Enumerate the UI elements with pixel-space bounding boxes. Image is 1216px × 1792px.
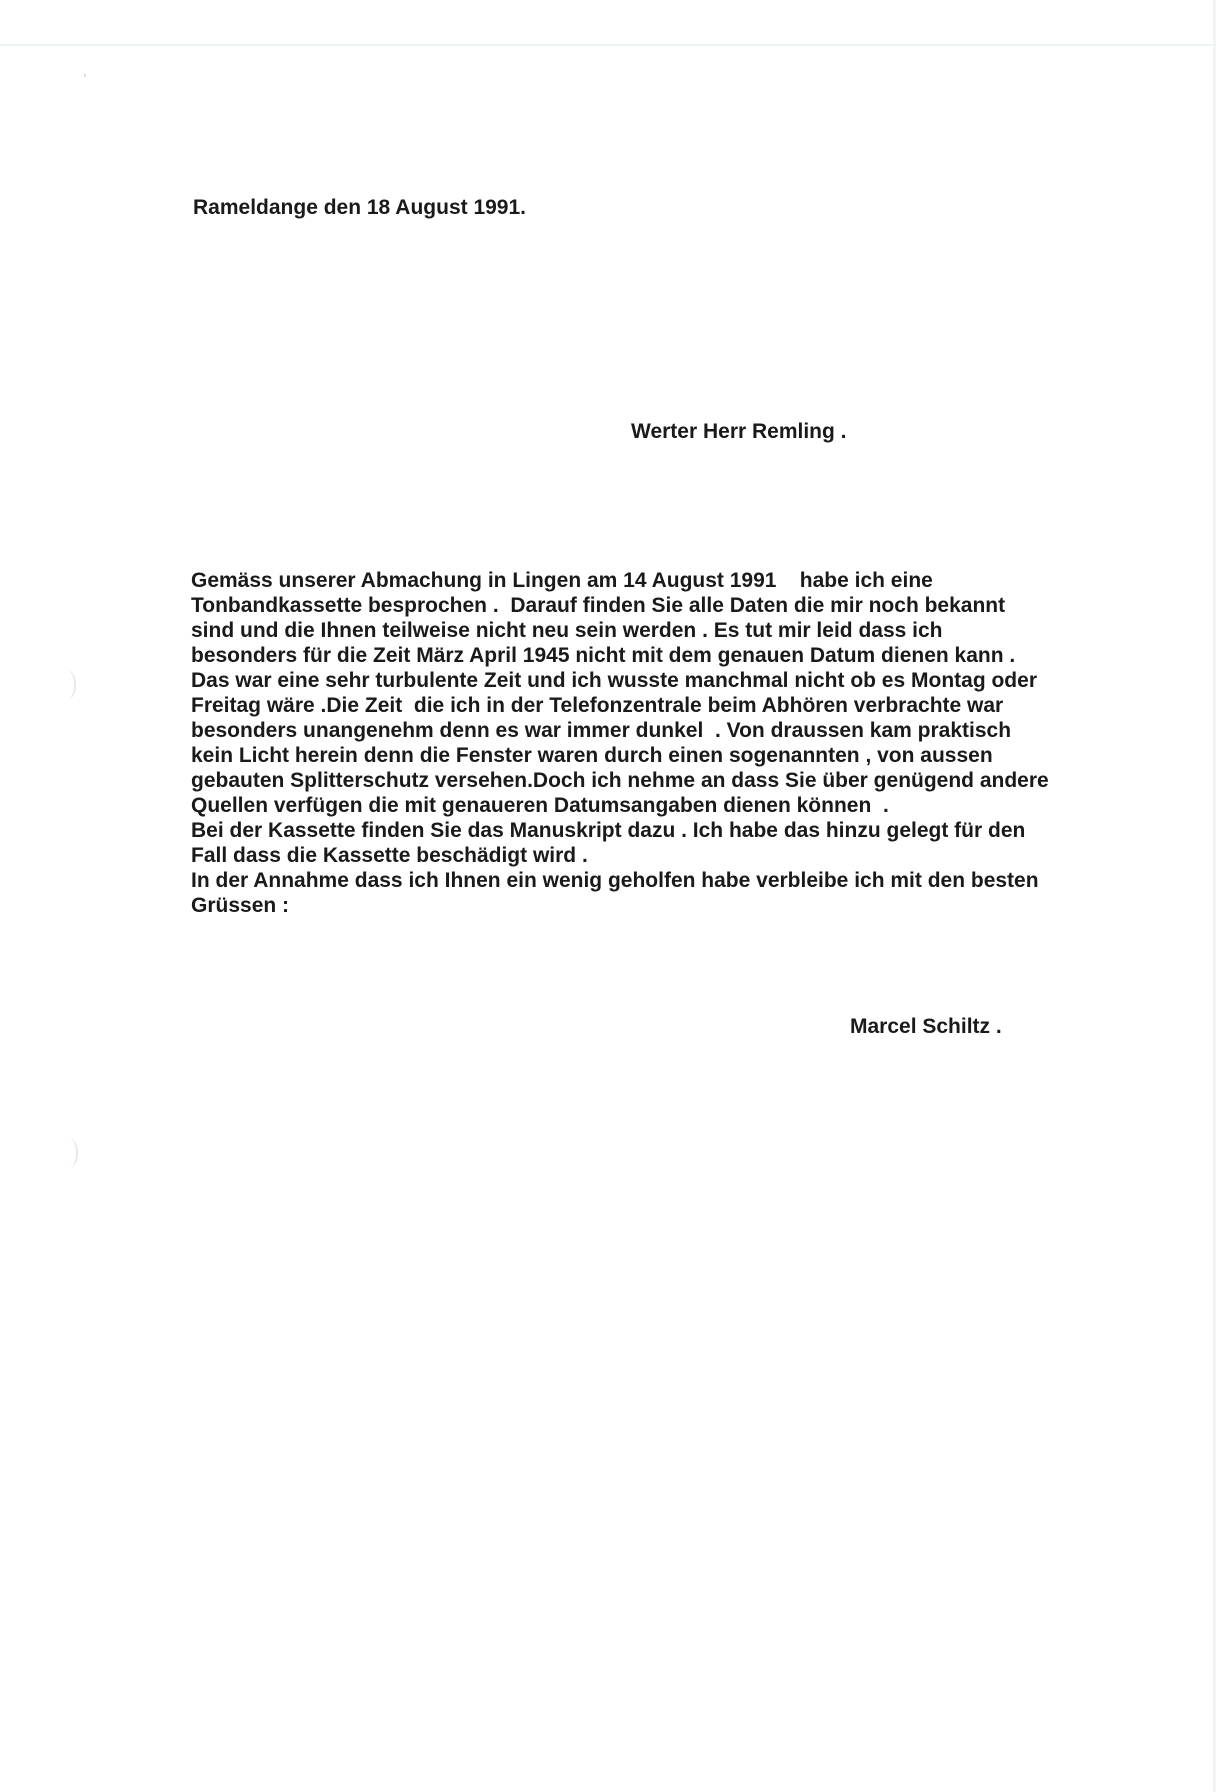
body-line: besonders für die Zeit März April 1945 nicht mit dem genauen Datum dienen kann . <box>191 644 1016 667</box>
body-line: Bei der Kassette finden Sie das Manuskript dazu . Ich habe das hinzu gelegt für den <box>191 819 1026 842</box>
punch-hole-mark <box>60 1138 78 1168</box>
body-line: besonders unangenehm denn es war immer dunkel . Von draussen kam praktisch <box>191 719 1012 742</box>
letter-body <box>191 568 1091 918</box>
body-line: Tonbandkassette besprochen . Darauf finden Sie alle Daten die mir noch bekannt <box>191 594 1006 617</box>
body-line: gebauten Splitterschutz versehen.Doch ich nehme an dass Sie über genügend andere <box>191 769 1049 792</box>
body-line: Freitag wäre .Die Zeit die ich in der Telefonzentrale beim Abhören verbrachte war <box>191 694 1004 717</box>
body-line: In der Annahme dass ich Ihnen ein wenig geholfen habe verbleibe ich mit den besten <box>191 869 1039 892</box>
body-line: sind und die Ihnen teilweise nicht neu sein werden . Es tut mir leid dass ich <box>191 619 943 642</box>
body-line: Das war eine sehr turbulente Zeit und ich wusste manchmal nicht ob es Montag oder <box>191 669 1037 692</box>
letter-date: Rameldange den 18 August 1991. <box>193 196 526 219</box>
scan-edge-top <box>0 44 1216 46</box>
punch-hole-mark <box>58 670 76 700</box>
body-line: Quellen verfügen die mit genaueren Datumsangaben dienen können . <box>191 794 889 817</box>
body-line: kein Licht herein denn die Fenster waren durch einen sogenannten , von aussen <box>191 744 993 767</box>
body-line: Fall dass die Kassette beschädigt wird . <box>191 844 588 867</box>
scan-speck <box>84 74 86 77</box>
body-line: Gemäss unserer Abmachung in Lingen am 14 August 1991 habe ich eine <box>191 569 933 592</box>
body-line: Grüssen : <box>191 894 290 917</box>
letter-salutation: Werter Herr Remling . <box>631 420 847 443</box>
letter-signature: Marcel Schiltz . <box>850 1015 1002 1038</box>
